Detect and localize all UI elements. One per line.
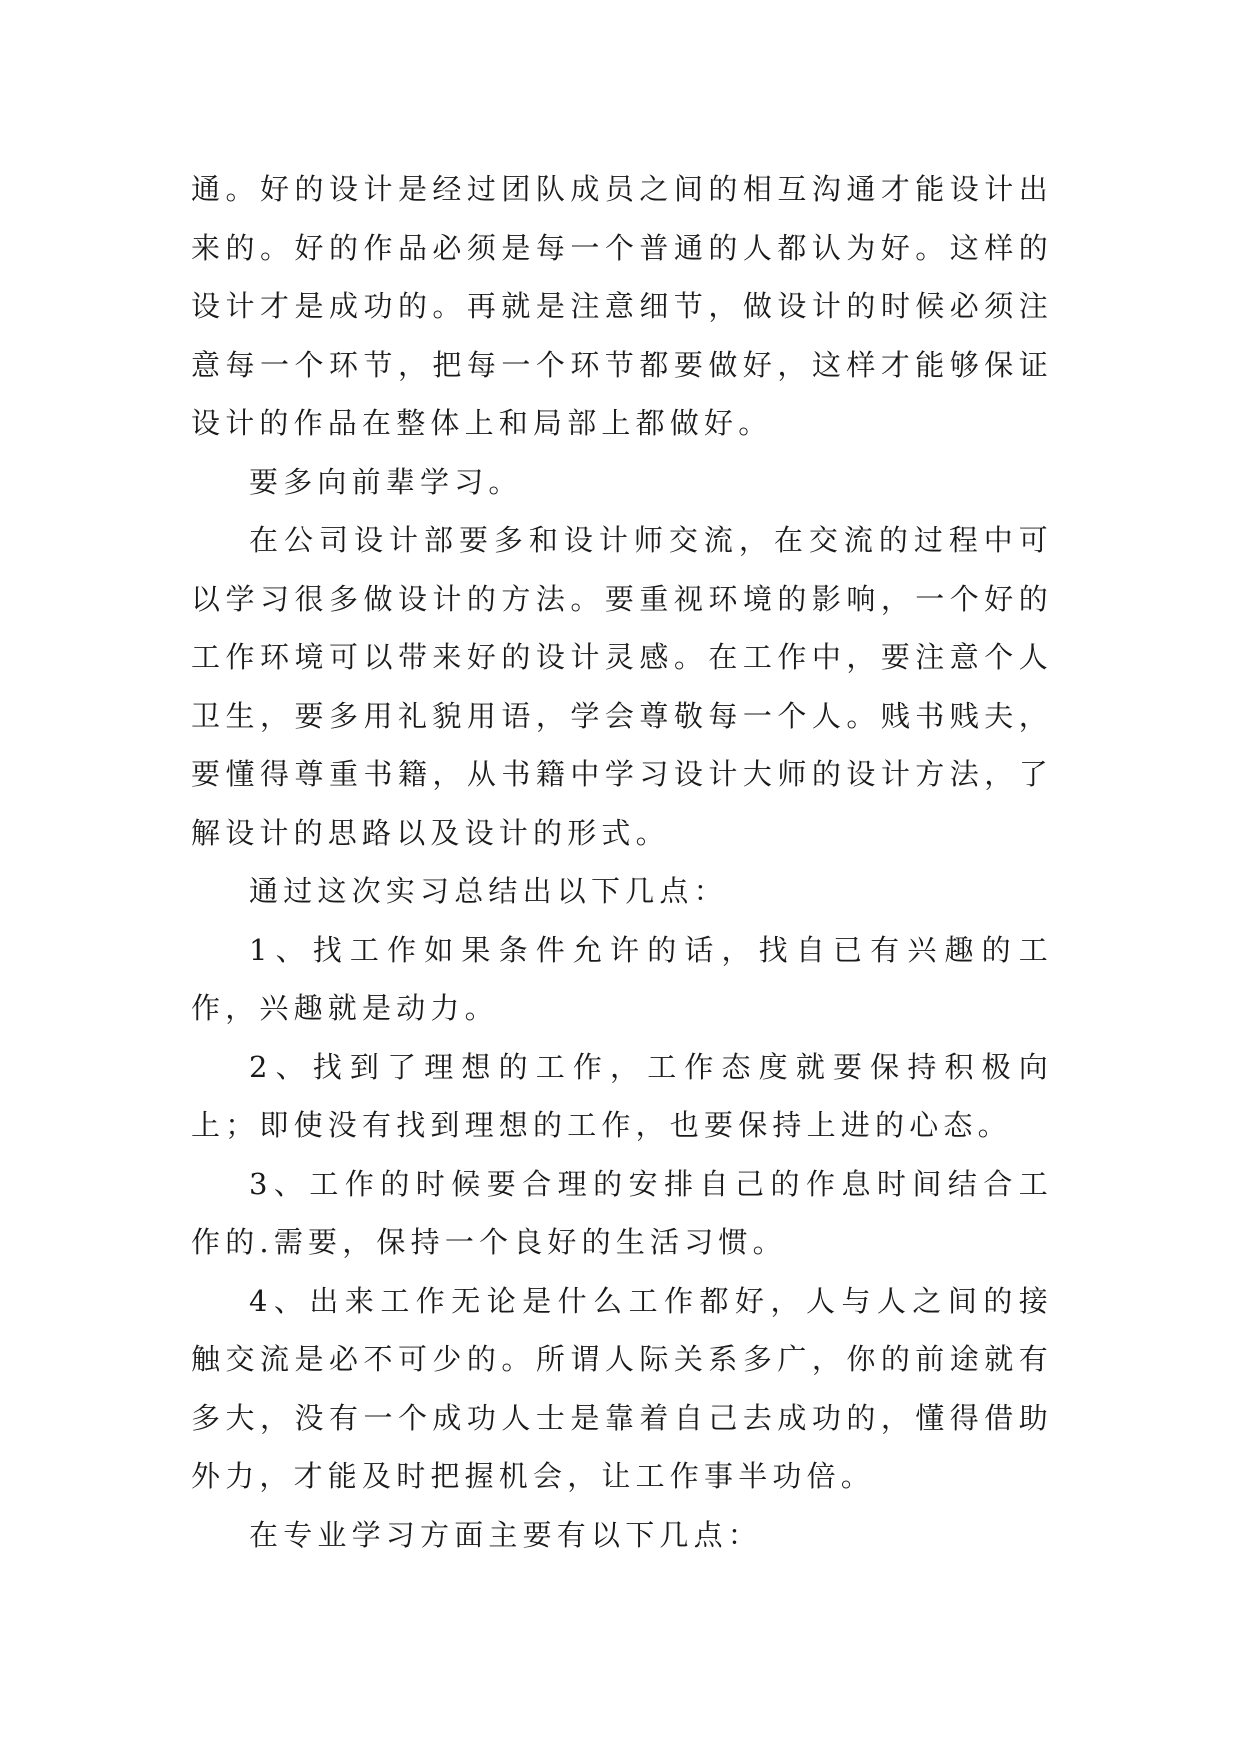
paragraph-continuation: 通。好的设计是经过团队成员之间的相互沟通才能设计出来的。好的作品必须是每一个普通的人都认为好。这样的设计才是成功的。再就是注意细节，做设计的时候必须注意每一个环节，把每一个环节都要做好，这样才能够保证设计的作品在整体上和局部上都做好。 [191, 172, 1053, 440]
paragraph-professional-study-intro: 在专业学习方面主要有以下几点： [249, 1517, 763, 1552]
document-body [191, 160, 1053, 1564]
list-item-4: 4、出来工作无论是什么工作都好，人与人之间的接触交流是必不可少的。所谓人际关系多广，你的前途就有多大，没有一个成功人士是靠着自己去成功的，懂得借助外力，才能及时把握机会，让工作事半功倍。 [191, 1283, 1053, 1493]
paragraph-heading-learn-from-seniors: 要多向前辈学习。 [249, 464, 523, 499]
list-item-3: 3、工作的时候要合理的安排自己的作息时间结合工作的.需要，保持一个良好的生活习惯。 [191, 1166, 1053, 1259]
list-item-1: 1、找工作如果条件允许的话，找自已有兴趣的工作，兴趣就是动力。 [191, 932, 1053, 1025]
paragraph-summary-intro: 通过这次实习总结出以下几点： [249, 874, 728, 908]
list-item-2: 2、找到了理想的工作，工作态度就要保持积极向上；即使没有找到理想的工作，也要保持上进的心态。 [191, 1049, 1053, 1142]
paragraph-communicate-designers: 在公司设计部要多和设计师交流，在交流的过程中可以学习很多做设计的方法。要重视环境的影响，一个好的工作环境可以带来好的设计灵感。在工作中，要注意个人卫生，要多用礼貌用语，学会尊敬每一个人。贱书贱夫，要懂得尊重书籍，从书籍中学习设计大师的设计方法，了解设计的思路以及设计的形式。 [191, 523, 1053, 850]
